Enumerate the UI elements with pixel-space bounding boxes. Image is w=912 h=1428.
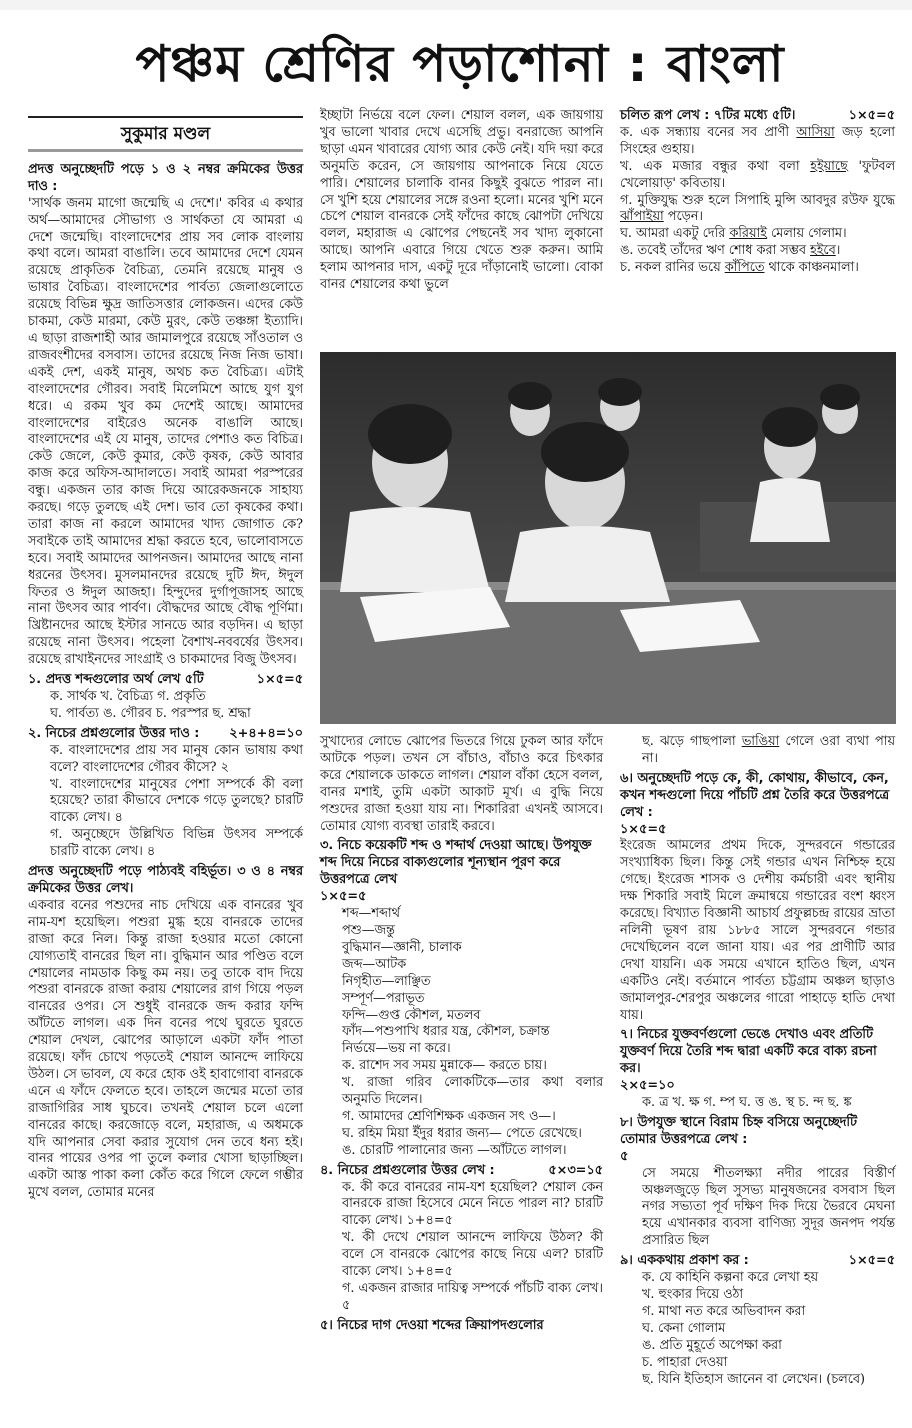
word-meaning-item: সম্পূর্ণ—পরাভূত bbox=[342, 990, 425, 1006]
fill-blank-item: ঘ. রহিম মিয়া ইঁদুর ধরার জন্য— পেতে রেখেছে। bbox=[342, 1125, 582, 1141]
sub-question: খ. বাংলাদেশের মানুষের পেশা সম্পর্কে কী বলা হয়েছে? তারা কীভাবে দেশকে গড়ে তুলছে? চারটি বাক্যে লেখ। ৪ bbox=[50, 776, 303, 826]
top-strip bbox=[0, 0, 912, 10]
list-item: গ. মাথা নত করে অভিবাদন করা bbox=[642, 1303, 806, 1319]
fill-blank-item: ঙ. চোরটি পালানোর জন্য —আঁটতে লাগল। bbox=[342, 1142, 567, 1158]
section-instruction: প্রদত্ত অনুচ্ছেদটি পড়ে ১ ও ২ নম্বর ক্রমিকের উত্তর দাও : bbox=[28, 161, 303, 194]
question-4-items bbox=[320, 1180, 603, 1315]
story-text: সুখাদ্যের লোভে ঝোপের ভিতরে গিয়ে ঢুকল আর ফাঁদে আটকে পড়ল। তখন সে বাঁচাও, বাঁচাও করে চিৎকার করে শেয়ালকে ডাকতে লাগল। শেয়াল বাঁকা হেসে বলল, বানর মশাই, তুমি একটা আকাট মূর্খ। এ বুদ্ধি নিয়ে পশুদের রাজা হওয়া যায় না। শিকারিরা এখনই আসবে। তোমার যোগ্য ব্যবস্থা তারাই করবে। bbox=[320, 734, 603, 834]
word-meaning-item: বুদ্ধিমান—জ্ঞানী, চালাক bbox=[342, 939, 462, 955]
right-column-bottom bbox=[620, 734, 895, 1388]
word-meaning-item: শব্দ—শব্দার্থ bbox=[342, 906, 400, 922]
word-meaning-item: ফন্দি—গুপ্ত কৌশল, মতলব bbox=[342, 1007, 481, 1023]
middle-column-bottom bbox=[320, 734, 603, 1335]
sub-question: গ. একজন রাজার দায়িত্ব সম্পর্কে পাঁচটি বাক্য লেখ। ৫ bbox=[342, 1281, 603, 1313]
question-9: ৯। এককথায় প্রকাশ কর : ১×৫=৫ bbox=[620, 1253, 895, 1269]
sub-question: খ. কী দেখে শেয়াল আনন্দে লাফিয়ে উঠল? কী বলে সে বানরকে ঝোপের কাছে নিয়ে এল? চারটি বাক্যে লেখ। ১+৪=৫ bbox=[342, 1230, 603, 1280]
sub-question: ক. কী করে বানরের নাম-যশ হয়েছিল? শেয়াল কেন বানরকে রাজা হিসেবে মেনে নিতে পারল না? চারটি বাক্যে লেখ। ১+৪=৫ bbox=[342, 1179, 603, 1229]
section-instruction: প্রদত্ত অনুচ্ছেদটি পড়ে পাঠ্যবই বহির্ভূত। ৩ ও ৪ নম্বর ক্রমিকের উত্তর লেখ। bbox=[28, 864, 303, 896]
word-meaning-item: ফাঁদ—পশুপাখি ধরার যন্ত্র, কৌশল, চক্রান্ত bbox=[342, 1024, 550, 1040]
right-column-top bbox=[620, 108, 895, 277]
classroom-photo bbox=[320, 352, 896, 724]
question-5-start: ৫। নিচের দাগ দেওয়া শব্দের ক্রিয়াপদগুলোর bbox=[320, 1317, 544, 1333]
story-text: একবার বনের পশুদের নাচ দেখিয়ে এক বানরের খুব নাম-যশ হয়েছিল। পশুরা মুগ্ধ হয়ে বানরকে তাদের রাজা করে নিল। কিন্তু রাজা হওয়ার মতো কোনো যোগ্যতাই বানরের ছিল না। বুদ্ধিমান আর পণ্ডিত বলে শেয়ালের নামডাক কিছু কম নয়। তবু তাকে বাদ দিয়ে পশুরা বানরকে রাজা করায় শেয়ালের রাগ গিয়ে পড়ল বানরের ওপর। সে শুধুই বানরকে জব্দ করার ফন্দি আঁটতে লাগল। এক দিন বনের পথে ঘুরতে ঘুরতে শেয়াল দেখল, ঝোপের আড়ালে একটা ফাঁদ পাতা রয়েছে। ফাঁদ চোখে পড়তেই শেয়াল আনন্দে লাফিয়ে উঠল। সে ভাবল, যে করে হোক ওই হাবাগোবা বানরকে এনে এ ফাঁদে ফেলতে হবে। তাহলে জন্মের মতো তার রাজাগিরির সাধ ঘুচবে। তখনই শেয়াল চলে এলো বানরের কাছে। করজোড়ে বলে, মহারাজ, এ অধমকে যদি আপনার সেবা করার সুযোগ দেন তবে ধন্য হই। বানর পায়ের ওপর পা তুলে কলার খোসা ছাড়াচ্ছিল। একটা আস্ত পাকা কলা কোঁত করে গিলে ফেলে গম্ভীর মুখে বলল, তোমার মনের bbox=[28, 897, 303, 1201]
story-text: ইচ্ছাটা নির্ভয়ে বলে ফেল। শেয়াল বলল, এক জায়গায় খুব ভালো খাবার দেখে এসেছি প্রভু। বনরাজ্যে আপনি ছাড়া এমন খাবারের যোগ্য আর কেউ নেই। যদি দয়া করে অনুমতি করেন, সে জায়গায় আপনাকে নিয়ে যেতে পারি। শেয়ালের চালাকি বানর কিছুই বুঝতে পারল না। সে খুশি হয়ে শেয়ালের সঙ্গে রওনা হলো। মনের খুশি মনে চেপে শেয়াল বানরকে সেই ফাঁদের কাছে ঝোপটা দেখিয়ে বলল, মহারাজ এ ঝোপের পেছনেই সব খাদ্য লুকানো আছে। আপনি এবারে গিয়ে খেতে শুরু করুন। আমি হলাম আপনার দাস, একটু দূরে দাঁড়ানোই ভালো। বোকা বানর শেয়ালের কথা ভুলে bbox=[320, 108, 603, 293]
list-item: খ. হুংকার দিয়ে ওঠা bbox=[642, 1287, 744, 1302]
question-5: চলিত রূপ লেখ : ৭টির মধ্যে ৫টি। ১×৫=৫ bbox=[620, 108, 895, 123]
question-4: ৪. নিচের প্রশ্নগুলোর উত্তর লেখ : ৫×৩=১৫ bbox=[320, 1162, 603, 1178]
conjunct-list: ক. ত্র খ. ক্ষ গ. ম্প ঘ. ত্ত ঙ. স্থ চ. ন্দ ছ. ঙ্ক bbox=[642, 1095, 852, 1111]
sentence-item: খ. এক মজার বন্ধুর কথা বলা হইয়াছে 'ফুটবল খেলোয়াড়' কবিতায়। bbox=[620, 158, 895, 191]
question-6: ৬। অনুচ্ছেদটি পড়ে কে, কী, কোথায়, কীভাবে, কেন, কখন শব্দগুলো দিয়ে পাঁচটি প্রশ্ন তৈরি করে উত্তরপত্রে লেখ : bbox=[620, 770, 890, 820]
sentence-item: চ. নকল রানির ভয়ে কাঁপিতে থাকে কাঞ্চনমালা। bbox=[620, 260, 859, 276]
list-item: ঘ. কেনা গোলাম bbox=[642, 1320, 726, 1336]
marks-label: ১×৫=৫ bbox=[320, 889, 367, 905]
sentence-item: গ. মুক্তিযুদ্ধ শুরু হলে সিপাহি মুন্সি আবদুর রউফ যুদ্ধে ঝাঁপাইয়া পড়েন। bbox=[620, 192, 895, 225]
question-2: ২. নিচের প্রশ্নগুলোর উত্তর দাও : ২+৪+৪=১০ bbox=[28, 725, 303, 741]
sentence-item: ছ. ঝড়ে গাছপালা ভাঙিয়া গেলে ওরা ব্যথা পায় না। bbox=[642, 734, 895, 766]
marks-label: ২×৫=১০ bbox=[620, 1078, 675, 1094]
left-column bbox=[28, 116, 303, 1202]
word-meaning-item: পশু—জন্তু bbox=[342, 922, 395, 938]
passage-text: সে সময়ে শীতলক্ষ্যা নদীর পারের বিস্তীর্ণ অঞ্চলজুড়ে ছিল সুসভ্য মানুষজনের বসবাস ছিল নগর সভ্যতা পূর্ব দক্ষিণ দিক দিয়ে ভৈরবে মেঘনা হয়ে এখানকার ব্যবসা বাণিজ্য সুদূর জনপদ পর্যন্ত প্রসারিত ছিল bbox=[642, 1165, 895, 1249]
question-3: ৩. নিচে কয়েকটি শব্দ ও শব্দার্থ দেওয়া আছে। উপযুক্ত শব্দ দিয়ে নিচের বাক্যগুলোর শূন্যস্থান পূরণ করে উত্তরপত্রে লেখ bbox=[320, 838, 592, 888]
sentence-item: ক. এক সন্ধ্যায় বনের সব প্রাণী আসিয়া জড় হলো সিংহের গুহায়। bbox=[620, 124, 895, 157]
sub-question: ক. বাংলাদেশের প্রায় সব মানুষ কোন ভাষায় কথা বলে? বাংলাদেশের গৌরব কীসে? ২ bbox=[50, 742, 303, 775]
list-item: ঙ. প্রতি মুহূর্তে অপেক্ষা করা bbox=[642, 1337, 782, 1353]
fill-blank-item: গ. আমাদের শ্রেণিশিক্ষক একজন সৎ ও—। bbox=[342, 1108, 556, 1124]
word-list: ঘ. পার্বত্য ঙ. গৌরব চ. পরস্পর ছ. শ্রদ্ধা bbox=[50, 705, 251, 721]
word-meaning-item: জব্দ—আটক bbox=[342, 956, 407, 972]
list-item: ক. যে কাহিনি কল্পনা করে লেখা হয় bbox=[642, 1270, 819, 1286]
question-1: ১. প্রদত্ত শব্দগুলোর অর্থ লেখ ৫টি ১×৫=৫ bbox=[28, 672, 303, 688]
word-list: ক. সার্থক খ. বৈচিত্র্য গ. প্রকৃতি bbox=[50, 689, 206, 704]
sentence-item: ঘ. আমরা একটু দেরি করিয়াই মেলায় গেলাম। bbox=[620, 226, 847, 242]
marks-label: ৫ bbox=[620, 1148, 629, 1164]
marks-label: ১×৫=৫ bbox=[620, 821, 667, 837]
word-meaning-item: নির্ভয়ে—ভয় না করে। bbox=[342, 1041, 451, 1057]
list-item: চ. পাহারা দেওয়া bbox=[642, 1354, 728, 1370]
page-title: পঞ্চম শ্রেণির পড়াশোনা : বাংলা bbox=[135, 35, 785, 93]
sentence-item: ঙ. তবেই তাঁদের ঋণ শোধ করা সম্ভব হইবে। bbox=[620, 243, 841, 259]
question-8: ৮। উপযুক্ত স্থানে বিরাম চিহ্ন বসিয়ে অনুচ্ছেদটি তোমার উত্তরপত্রে লেখ : bbox=[620, 1114, 858, 1147]
fill-blank-item: খ. রাজা গরিব লোকটিকে—তার কথা বলার অনুমতি দিলেন। bbox=[342, 1075, 603, 1108]
author-name: সুকুমার মণ্ডল bbox=[28, 116, 303, 152]
middle-column-top bbox=[320, 108, 603, 294]
word-meaning-item: নিগৃহীত—লাঞ্ছিত bbox=[342, 973, 431, 989]
word-meaning-list bbox=[320, 906, 603, 1160]
passage-text: ইংরেজ আমলের প্রথম দিকে, সুন্দরবনে গন্ডারের সংখ্যাধিক্য ছিল। কিন্তু সেই গন্ডার এখন নিশ্চিহ্ন হয়ে গেছে। ইংরেজ শাসক ও দেশীয় কর্মচারী এবং স্থানীয় দক্ষ শিকারি সবাই মিলে ক্রমান্বয়ে গন্ডারের বংশ ধ্বংস করেছে। বিখ্যাত বিজ্ঞানী আচার্য প্রফুল্লচন্দ্র রায়ের ভ্রাতা নলিনী ভূষণ রায় ১৮৮৫ সালে সুন্দরবনে গন্ডার দেখেছিলেন বলে জানা যায়। এর পর প্রাণীটি আর দেখা যায়নি। এক সময়ে এখানে হাতিও ছিল, এখন একটিও নেই। বর্তমানে পার্বত্য চট্টগ্রাম অঞ্চল ছাড়াও জামালপুর-শেরপুর অঞ্চলের গারো পাহাড়ে হাতি দেখা যায়। bbox=[620, 838, 895, 1023]
list-item: ছ. যিনি ইতিহাস জানেন বা লেখেন। (চলবে) bbox=[642, 1371, 865, 1387]
question-7: ৭। নিচের যুক্তবর্ণগুলো ভেঙে দেখাও এবং প্রতিটি যুক্তবর্ণ দিয়ে তৈরি শব্দ দ্বারা একটি করে বাক্য রচনা কর। bbox=[620, 1027, 877, 1077]
sub-question: গ. অনুচ্ছেদে উল্লিখিত বিভিন্ন উৎসব সম্পর্কে চারটি বাক্যে লেখ। ৪ bbox=[50, 827, 303, 860]
fill-blank-item: ক. রাশেদ সব সময় মুন্নাকে— করতে চায়। bbox=[342, 1058, 547, 1074]
students-writing-image bbox=[320, 352, 896, 724]
passage-text: 'সার্থক জনম মাগো জন্মেছি এ দেশে।' কবির এ কথার অর্থ—আমাদের সৌভাগ্য ও সার্থকতা যে আমরা এ দেশে জন্মেছি। বাংলাদেশের প্রায় সব লোক বাংলায় কথা বলে। আমরা বাঙালি। তবে আমাদের দেশে যেমন রয়েছে প্রাকৃতিক বৈচিত্র্য, তেমনি রয়েছে মানুষ ও ভাষার বৈচিত্র্য। বাংলাদেশের পার্বত্য জেলাগুলোতে রয়েছে বিভিন্ন ক্ষুদ্র জাতিসত্তার লোকজন। এদের কেউ চাকমা, কেউ মারমা, কেউ মুরং, কেউ তঞ্চঙ্গা ইত্যাদি। এ ছাড়া রাজশাহী আর জামালপুরে রয়েছে সাঁওতাল ও রাজবংশীদের বসবাস। তাদের রয়েছে নিজ নিজ ভাষা। একই দেশ, একই মানুষ, অথচ কত বৈচিত্র্য। এটাই বাংলাদেশের গৌরব। সবাই মিলেমিশে আছে যুগ যুগ ধরে। এ রকম খুব কম দেশেই আছে। আমাদের বাংলাদেশের বাইরেও অনেক বাঙালি আছে। বাংলাদেশের এই যে মানুষ, তাদের পেশাও কত বিচিত্র। কেউ জেলে, কেউ কুমার, কেউ কৃষক, কেউ আবার কাজ করে অফিস-আদালতে। সবাই আমরা পরস্পরের বন্ধু। একজন তার কাজ দিয়ে আরেকজনকে সাহায্য করছে। গড়ে তুলছে এই দেশ। ভাব তো কৃষকের কথা। তারা কাজ না করলে আমাদের খাদ্য জোগাত কে? সবাইকে তাই আমাদের শ্রদ্ধা করতে হবে, ভালোবাসতে হবে। সবাই আমাদের আপনজন। আমাদের আছে নানা ধরনের উৎসব। মুসলমানদের রয়েছে দুটি ঈদ, ঈদুল ফিতর ও ঈদুল আজহা। হিন্দুদের দুর্গাপূজাসহ আছে নানা উৎসব আর পার্বণ। বৌদ্ধদের আছে বৌদ্ধ পূর্ণিমা। খ্রিষ্টানদের আছে ইস্টার সানডে আর বড়দিন। এ ছাড়া রয়েছে নানা উৎসব। পহেলা বৈশাখ-নববর্ষের উৎসব। রয়েছে রাখাইনদের সাংগ্রাই ও চাকমাদের বিজু উৎসব। bbox=[28, 195, 303, 668]
one-word-list bbox=[620, 1270, 895, 1388]
